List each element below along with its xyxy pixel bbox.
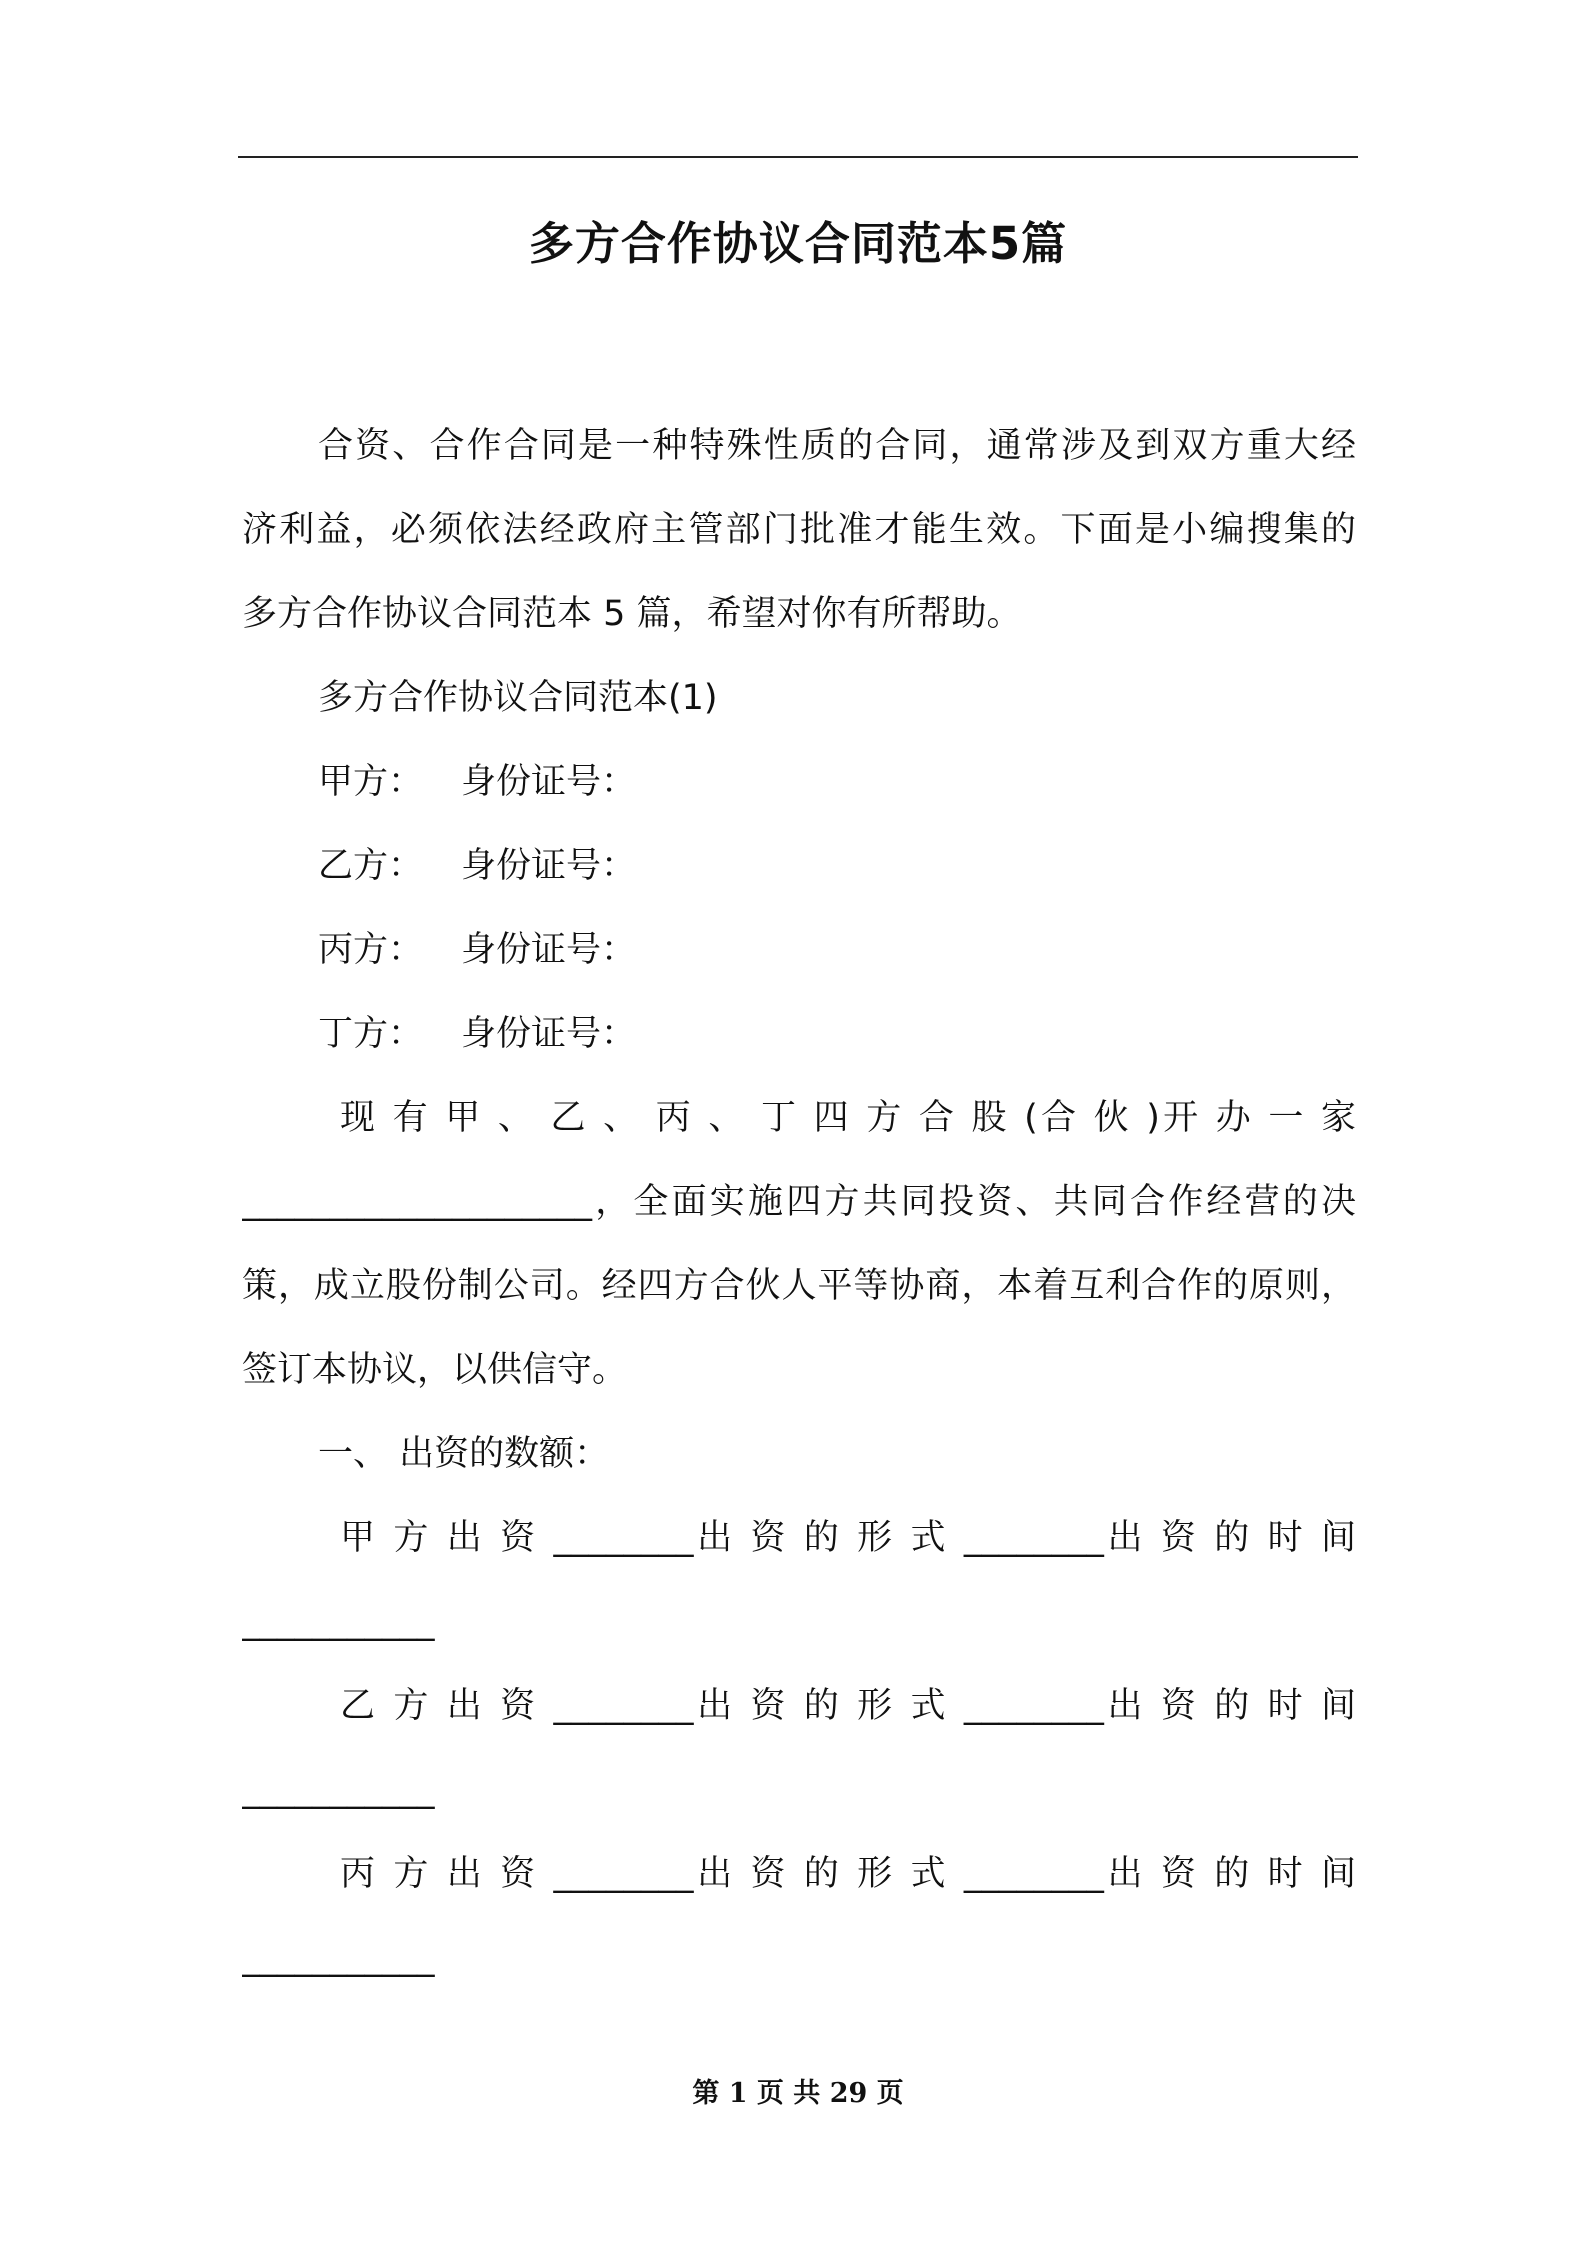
id-label: 身份证号： [461, 930, 637, 970]
party-row-c [242, 908, 1356, 992]
contribution-line: 乙 方 出 资 ________出 资 的 形 式 ________出 资 的 时 间 [340, 1686, 1356, 1726]
party-label: 丁方： [318, 1014, 424, 1054]
contribution-blank: ___________ [242, 1770, 435, 1810]
contribution-row-a [242, 1496, 1356, 1664]
preamble-line-3: 策，成立股份制公司。经四方合伙人平等协商，本着互利合作的原则， [242, 1266, 1356, 1306]
contribution-line: 丙 方 出 资 ________出 资 的 形 式 ________出 资 的 时 间 [340, 1854, 1356, 1894]
party-label: 乙方： [318, 846, 424, 886]
document-body [242, 404, 1356, 2000]
header-rule [238, 156, 1358, 158]
contribution-row-b [242, 1664, 1356, 1832]
party-row-d [242, 992, 1356, 1076]
document-title: 多方合作协议合同范本5篇 [528, 217, 1068, 270]
intro-line-1: 合资、合作合同是一种特殊性质的合同，通常涉及到双方重大经 [318, 426, 1356, 466]
contribution-blank: ___________ [242, 1938, 435, 1978]
party-row-b [242, 824, 1356, 908]
intro-line-2: 济利益，必须依法经政府主管部门批准才能生效。下面是小编搜集的 [242, 510, 1356, 550]
id-label: 身份证号： [461, 846, 637, 886]
clause-1-heading: 一、 出资的数额： [318, 1434, 610, 1474]
contribution-blank: ___________ [242, 1602, 435, 1642]
party-row-a [242, 740, 1356, 824]
contribution-line: 甲 方 出 资 ________出 资 的 形 式 ________出 资 的 时 间 [340, 1518, 1356, 1558]
preamble-line-1: 现 有 甲 、 乙 、 丙 、 丁 四 方 合 股 (合 伙 )开 办 一 家 [340, 1098, 1356, 1138]
party-label: 甲方： [318, 762, 424, 802]
party-label: 丙方： [318, 930, 424, 970]
preamble-line-2: ____________________，全面实施四方共同投资、共同合作经营的决 [242, 1182, 1356, 1222]
page-footer: 第 1 页 共 29 页 [692, 2078, 904, 2109]
contribution-row-c [242, 1832, 1356, 2000]
preamble-line-4: 签订本协议，以供信守。 [242, 1350, 628, 1390]
intro-line-3: 多方合作协议合同范本 5 篇，希望对你有所帮助。 [242, 594, 1022, 634]
section-heading: 多方合作协议合同范本(1) [318, 678, 718, 718]
id-label: 身份证号： [461, 762, 637, 802]
id-label: 身份证号： [461, 1014, 637, 1054]
